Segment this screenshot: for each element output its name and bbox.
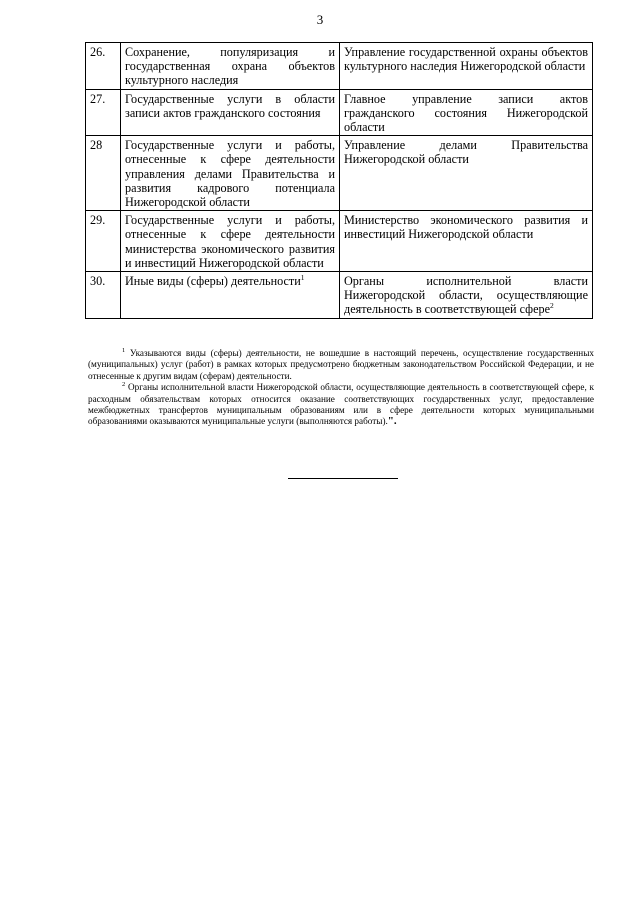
row-number: 30. bbox=[86, 272, 121, 319]
table-row bbox=[86, 272, 593, 319]
authority-cell bbox=[340, 136, 593, 211]
footnote-text: Органы исполнительной власти Нижегородской области, осуществляющие деятельность в соответствующей сфере, к расходным обязательствам которых относится оказание соответствующих государственных услуг, предоставление межбюджетных трансфертов муниципальным образованиям или в сфере деятельности которых муниципальными образованиями оказываются муниципальные услуги (выполняются работы). bbox=[88, 382, 594, 427]
footnote-2 bbox=[88, 382, 594, 428]
table-row bbox=[86, 89, 593, 136]
footnote-mark: 1 bbox=[122, 346, 126, 354]
row-number: 28 bbox=[86, 136, 121, 211]
activity-cell bbox=[121, 272, 340, 319]
authority-cell bbox=[340, 211, 593, 272]
activity-text: Иные виды (сферы) деятельности bbox=[125, 274, 301, 289]
activity-cell bbox=[121, 211, 340, 272]
authority-text: Главное управление записи актов гражданского состояния Нижегородской области bbox=[344, 91, 588, 135]
row-number: 26. bbox=[86, 43, 121, 90]
page-number: 3 bbox=[316, 12, 324, 27]
authority-text: Управление государственной охраны объектов культурного наследия Нижегородской области bbox=[344, 45, 588, 74]
activity-cell bbox=[121, 89, 340, 136]
authority-text: Управление делами Правительства Нижегородской области bbox=[344, 138, 588, 167]
authority-text: Министерство экономического развития и инвестиций Нижегородской области bbox=[344, 213, 588, 242]
table-row bbox=[86, 211, 593, 272]
authority-text: Органы исполнительной власти Нижегородской области, осуществляющие деятельность в соответствующей сфере bbox=[344, 274, 588, 317]
activity-text: Государственные услуги в области записи актов гражданского состояния bbox=[125, 91, 335, 120]
footnote-mark: 2 bbox=[122, 381, 126, 389]
authority-cell bbox=[340, 89, 593, 136]
footnote-1 bbox=[88, 348, 594, 382]
activity-text: Государственные услуги и работы, отнесенные к сфере деятельности управления делами Правительства и развития кадрового потенциала Нижегородской области bbox=[125, 138, 335, 210]
row-number: 27. bbox=[86, 89, 121, 136]
footnote-ref: 1 bbox=[300, 272, 305, 282]
activity-cell bbox=[121, 136, 340, 211]
authority-cell bbox=[340, 43, 593, 90]
authority-cell bbox=[340, 272, 593, 319]
table-row bbox=[86, 136, 593, 211]
activity-text: Государственные услуги и работы, отнесенные к сфере деятельности министерства экономического развития и инвестиций Нижегородской области bbox=[125, 213, 335, 270]
row-number: 29. bbox=[86, 211, 121, 272]
footnote-text: Указываются виды (сферы) деятельности, не вошедшие в настоящий перечень, осуществление государственных (муниципальных) услуг (работ) в рамках которых предусмотрено бюджетным законодательством Российской Федерации, и не отнесенные к другим видам (сферам) деятельности. bbox=[88, 348, 594, 381]
footnote-ref: 2 bbox=[550, 301, 554, 311]
activity-text: Сохранение, популяризация и государственная охрана объектов культурного наследия bbox=[125, 45, 335, 88]
closing-quote: ". bbox=[387, 415, 397, 428]
end-divider bbox=[288, 478, 398, 479]
table-row bbox=[86, 43, 593, 90]
activity-cell bbox=[121, 43, 340, 90]
footnotes bbox=[88, 348, 594, 428]
activities-table bbox=[85, 42, 593, 319]
